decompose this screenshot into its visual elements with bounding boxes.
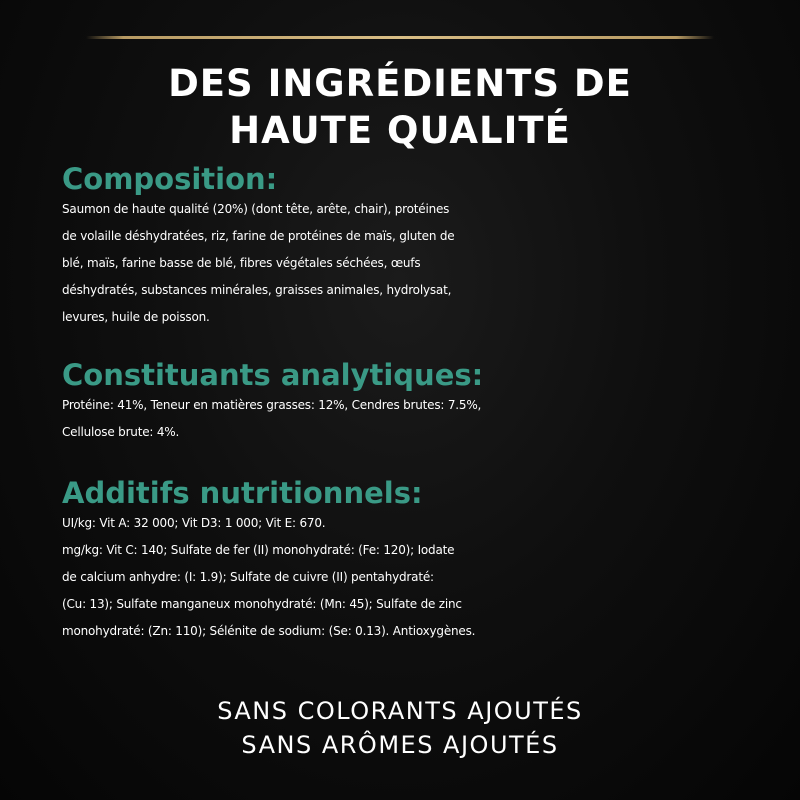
constituants-text [62, 392, 782, 446]
title-line-2: HAUTE QUALITÉ [229, 109, 571, 152]
additifs-line: (Cu: 13); Sulfate manganeux monohydraté: (Mn: 45); Sulfate de zinc [62, 597, 462, 611]
page-title [0, 60, 800, 154]
composition-section [62, 162, 782, 331]
footer-claims [0, 694, 800, 762]
constituants-line: Cellulose brute: 4%. [62, 425, 180, 439]
composition-heading: Composition: [62, 162, 278, 196]
composition-line: levures, huile de poisson. [62, 310, 210, 324]
title-line-1: DES INGRÉDIENTS DE [168, 62, 632, 105]
footer-line-1: SANS COLORANTS AJOUTÉS [217, 697, 583, 725]
gold-divider [86, 36, 714, 39]
composition-line: de volaille déshydratées, riz, farine de protéines de maïs, gluten de [62, 229, 455, 243]
composition-line: blé, maïs, farine basse de blé, fibres végétales séchées, œufs [62, 256, 421, 270]
additifs-line: monohydraté: (Zn: 110); Sélénite de sodium: (Se: 0.13). Antioxygènes. [62, 624, 476, 638]
additifs-heading: Additifs nutritionnels: [62, 476, 423, 510]
constituants-line: Protéine: 41%, Teneur en matières grasses: 12%, Cendres brutes: 7.5%, [62, 398, 482, 412]
composition-text [62, 196, 782, 331]
composition-line: déshydratés, substances minérales, graisses animales, hydrolysat, [62, 283, 452, 297]
additifs-text [62, 510, 782, 645]
composition-line: Saumon de haute qualité (20%) (dont tête, arête, chair), protéines [62, 202, 450, 216]
additifs-line: UI/kg: Vit A: 32 000; Vit D3: 1 000; Vit E: 670. [62, 516, 326, 530]
constituants-heading: Constituants analytiques: [62, 358, 484, 392]
additifs-section [62, 476, 782, 645]
additifs-line: mg/kg: Vit C: 140; Sulfate de fer (II) monohydraté: (Fe: 120); Iodate [62, 543, 455, 557]
footer-line-2: SANS ARÔMES AJOUTÉS [241, 731, 559, 759]
additifs-line: de calcium anhydre: (I: 1.9); Sulfate de cuivre (II) pentahydraté: [62, 570, 434, 584]
constituants-section [62, 358, 782, 446]
